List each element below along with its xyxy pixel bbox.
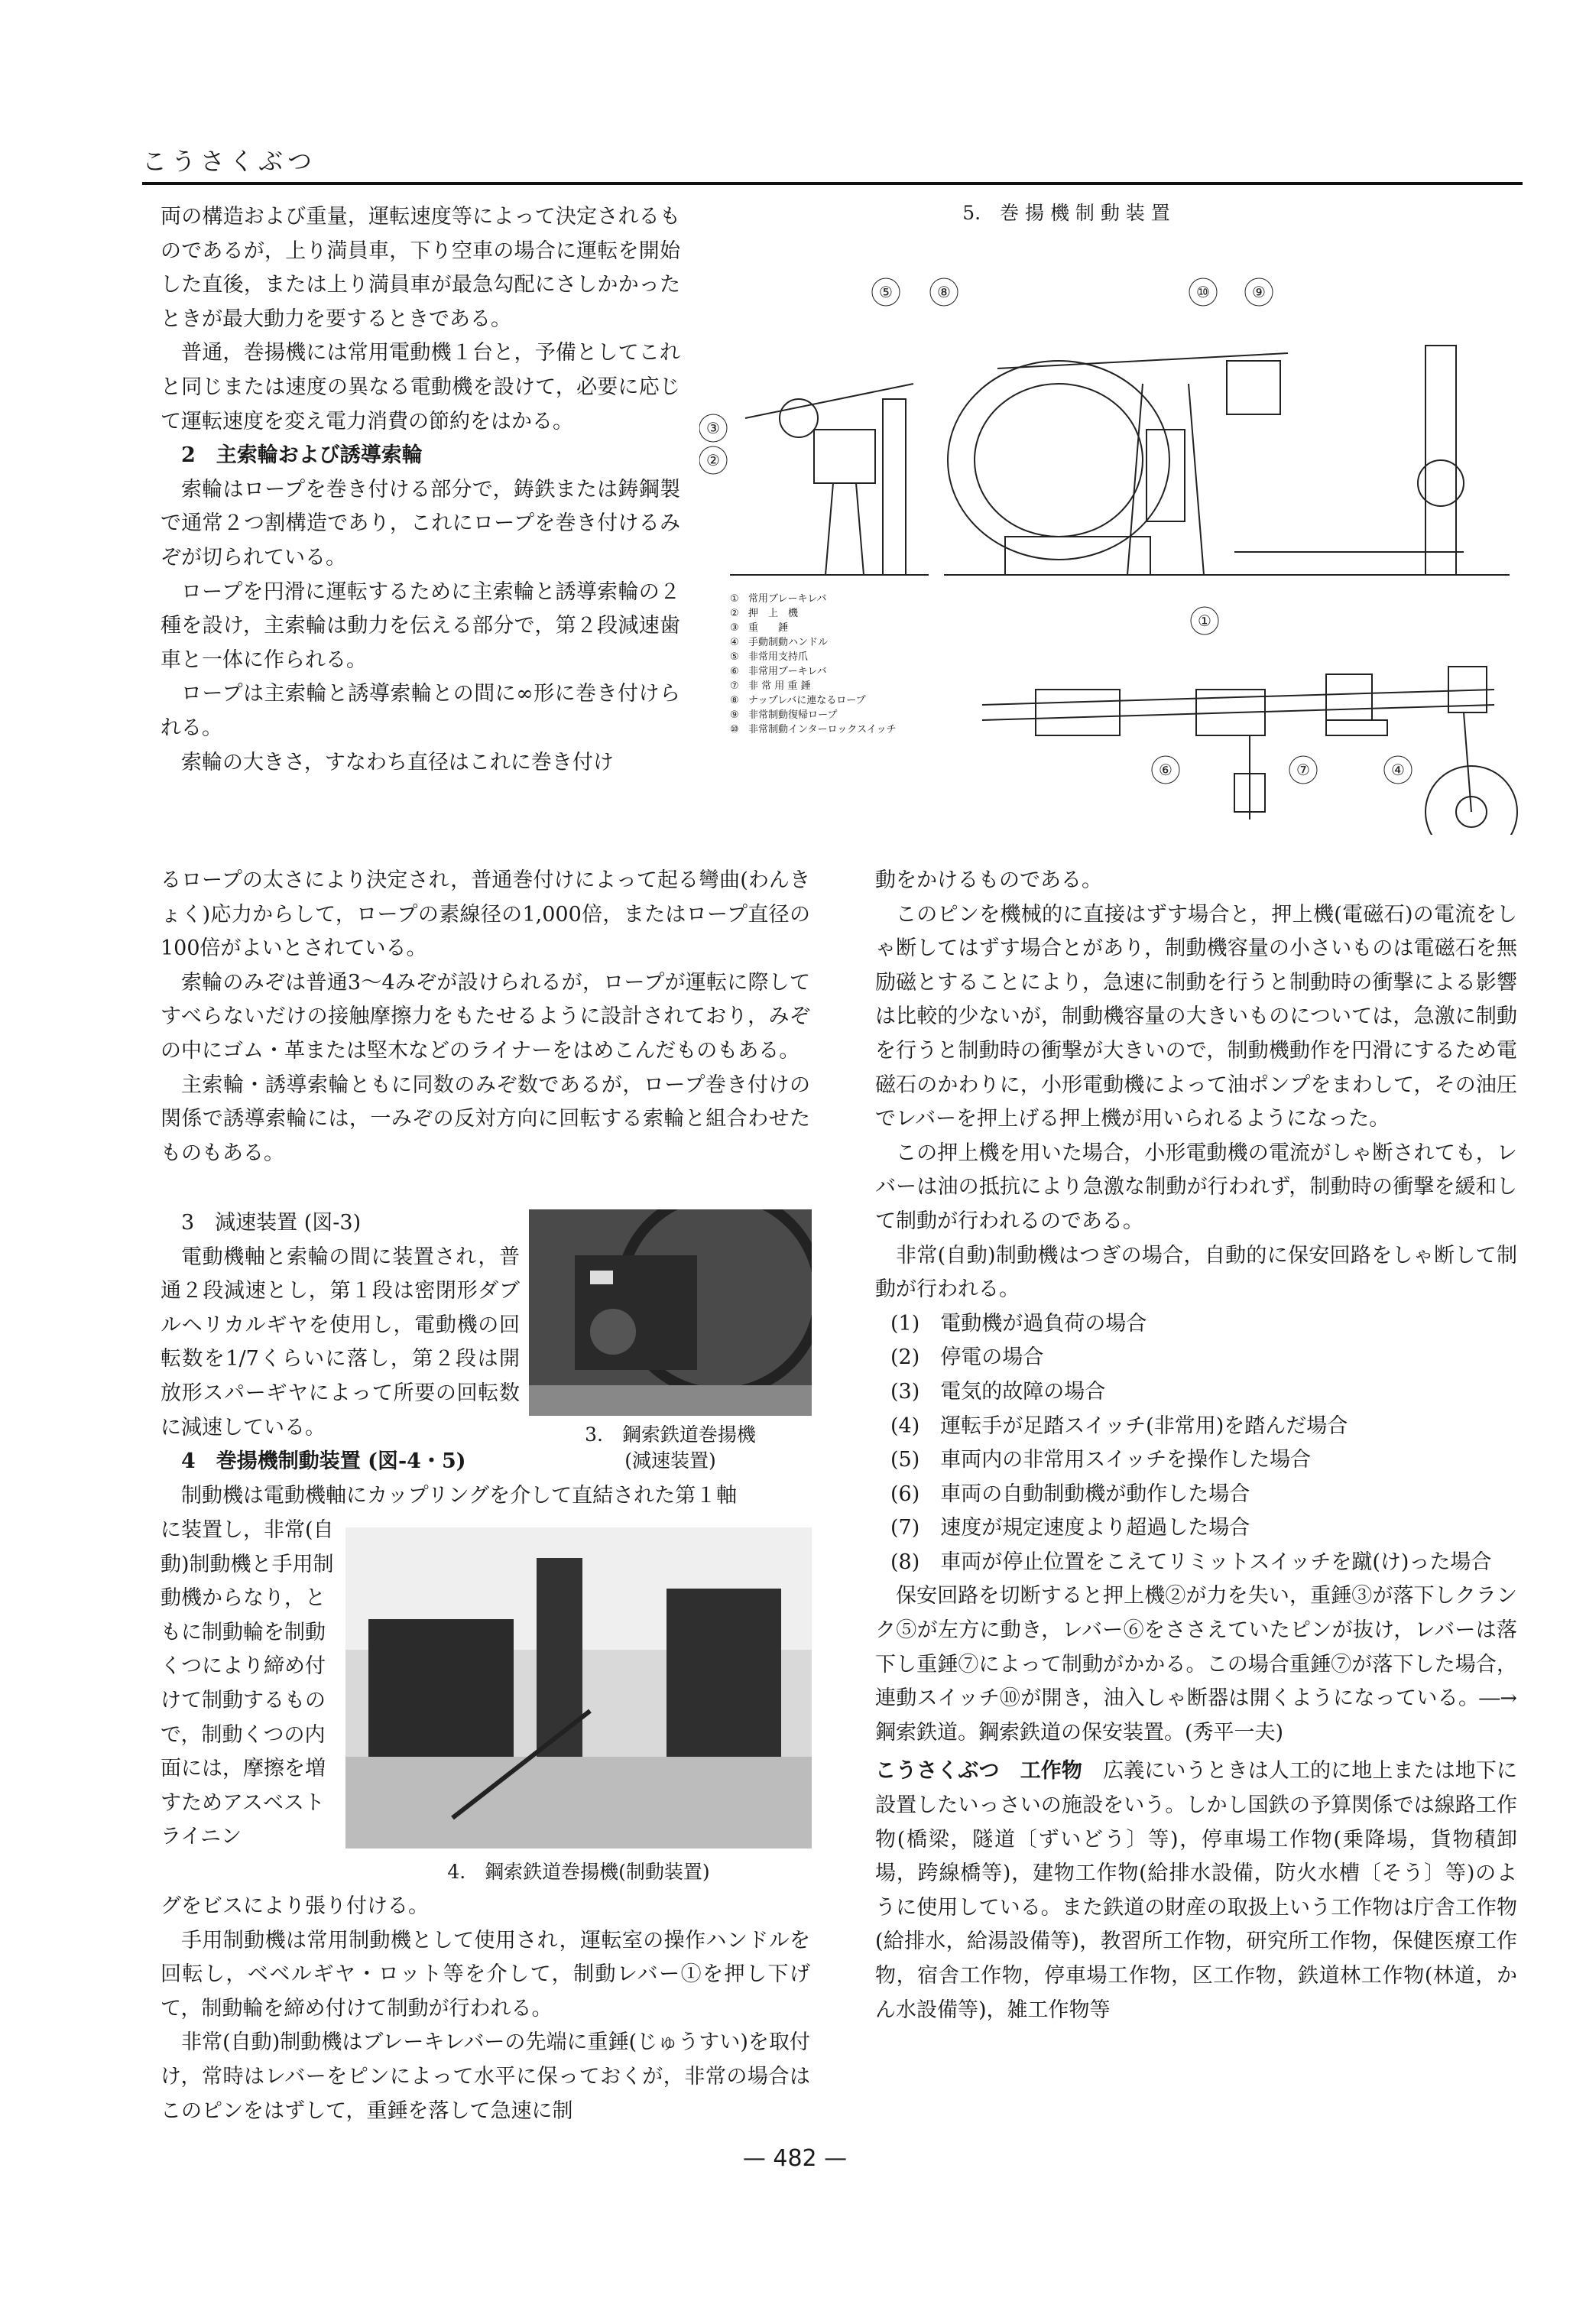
section-heading: 3 減速装置 (図-3) — [181, 1211, 362, 1235]
running-head: こうさくぶつ — [142, 147, 317, 176]
legend-item: ⑨ 非常制動復帰ロープ — [730, 709, 838, 721]
callout-label: ③ — [706, 419, 720, 437]
legend-item: ① 常用ブレーキレバ — [730, 593, 827, 605]
paragraph: 手用制動機は常用制動機として使用され，運転室の操作ハンドルを回転し，ベベルギヤ・ロット等を介して，制動レバー①を押し下げて，制動輪を締め付けて制動が行われる。 — [161, 1928, 810, 2021]
figure-legend — [730, 592, 959, 737]
list-item: (6) 車両の自動制動機が動作した場合 — [890, 1482, 1250, 1506]
callout-label: ⑧ — [937, 283, 951, 301]
callout-label: ② — [706, 451, 720, 469]
figure-4-photo — [345, 1527, 812, 1848]
paragraph: 電動機軸と索輪の間に装置され，普通２段減速とし，第１段は密閉形ダブルヘリカルギヤを使用し，電動機の回転数を1/7くらいに落し，第２段は開放形スパーギヤによって所要の回転数に減速している。 — [161, 1245, 520, 1440]
list-item: (1) 電動機が過負荷の場合 — [890, 1311, 1147, 1336]
section-3 — [161, 1206, 520, 1445]
paragraph: 制動機は電動機軸にカップリングを介して直結された第１軸 — [181, 1483, 738, 1508]
legend-item: ② 押 上 機 — [730, 608, 799, 619]
callout-label: ⑤ — [879, 283, 893, 301]
legend-item: ⑧ ナップレバに連なるロープ — [730, 695, 866, 706]
legend-item: ⑩ 非常制動インターロックスイッチ — [730, 724, 897, 735]
legend-item: ③ 重 錘 — [730, 622, 789, 634]
list-item: (3) 電気的故障の場合 — [890, 1379, 1106, 1404]
paragraph: るロープの太さにより決定され，普通巻付けによって起る彎曲(わんきょく)応力からして，ロープの素線径の1,000倍，またはロープ直径の100倍がよいとされている。 — [161, 868, 810, 961]
header-rule — [142, 182, 1523, 185]
legend-item: ⑤ 非常用支持爪 — [730, 651, 809, 663]
paragraph: 非常(自動)制動機はつぎの場合，自動的に保安回路をしゃ断して制動が行われる。 — [875, 1243, 1517, 1302]
section-heading: 2 主索輪および誘導索輪 — [181, 443, 423, 468]
figure-3-caption: 3. 鋼索鉄道巻揚機 (減速装置) — [585, 1423, 756, 1472]
brake-photo — [345, 1527, 812, 1848]
callout-label: ④ — [1391, 761, 1405, 779]
paragraph: この押上機を用いた場合，小形電動機の電流がしゃ断されても，レバーは油の抵抗により急激な制動が行われず，制動時の衝撃を緩和して制動が行われるのである。 — [875, 1141, 1517, 1233]
paragraph: 索輪のみぞは普通3〜4みぞが設けられるが，ロープが運転に際してすべらないだけの接触摩擦力をもたせるように設計されており，みぞの中にゴム・革または堅木などのライナーをはめこんだものもある。 — [161, 970, 810, 1063]
section-4-after — [161, 1890, 810, 2128]
callout-label: ① — [1198, 612, 1211, 630]
section-4-head — [161, 1445, 810, 1513]
callout-label: ⑥ — [1159, 761, 1172, 779]
list-item: (2) 停電の場合 — [890, 1345, 1044, 1370]
paragraph: ロープを円滑に運転するために主索輪と誘導索輪の２種を設け，主索輪は動力を伝える部分で，第２段減速歯車と一体に作られる。 — [161, 579, 680, 672]
figure-3-photo — [529, 1209, 812, 1416]
left-column-top — [161, 200, 680, 780]
paragraph: 主索輪・誘導索輪ともに同数のみぞ数であるが，ロープ巻き付けの関係で誘導索輪には，一みぞの反対方向に回転する索輪と組合わせたものもある。 — [161, 1073, 810, 1165]
paragraph: 索輪はロープを巻き付ける部分で，鋳鉄または鋳鋼製で通常２つ割構造であり，これにロープを巻き付けるみぞが切られている。 — [161, 477, 680, 570]
paragraph: 保安回路を切断すると押上機②が力を失い，重錘③が落下しクランク⑤が左方に動き，レバー⑥をささえていたピンが抜け，レバーは落下し重錘⑦によって制動がかかる。この場合重錘⑦が落下した場合，連動スイッチ⑩が開き，油入しゃ断器は開くようになっている。―→鋼索鉄道。鋼索鉄道の保安装置。(秀平一夫) — [875, 1584, 1517, 1745]
paragraph: グをビスにより張り付ける。 — [161, 1894, 429, 1918]
legend-item: ⑦ 非 常 用 重 錘 — [730, 680, 811, 692]
list-item: (5) 車両内の非常用スイッチを操作した場合 — [890, 1448, 1312, 1472]
left-column-wide — [161, 864, 810, 1170]
callout-label: ⑨ — [1252, 283, 1266, 301]
section-heading: 4 巻揚機制動装置 (図-4・5) — [181, 1449, 466, 1473]
figure-5 — [699, 200, 1525, 835]
paragraph: 普通，巻揚機には常用電動機１台と，予備としてこれと同じまたは速度の異なる電動機を設けて，必要に応じて運転速度を変え電力消費の節約をはかる。 — [161, 341, 680, 433]
paragraph: このピンを機械的に直接はずす場合と，押上機(電磁石)の電流をしゃ断してはずす場合とがあり，制動機容量の小さいものは電磁石を無励磁とすることにより，急速に制動を行うと制動時の衝撃による影響は比較的少ないが，制動機容量の大きいものについては，急激に制動を行うと制動時の衝撃が大きいので，制動機動作を円滑にするため電磁石のかわりに，小形電動機によって油ポンプをまわして，その油圧でレバーを押上げる押上機が用いられるようになった。 — [875, 902, 1517, 1131]
legend-item: ④ 手動制動ハンドル — [730, 637, 829, 648]
callout-label: ⑩ — [1196, 283, 1210, 301]
page-number: — 482 — — [742, 2145, 848, 2172]
paragraph: に装置し，非常(自動)制動機と手用制動機からなり，ともに制動輪を制動くつにより締め付けて制動するもので，制動くつの内面には，摩擦を増すためアスベストライニン — [161, 1518, 334, 1849]
list-item: (4) 運転手が足踏スイッチ(非常用)を踏んだ場合 — [890, 1414, 1348, 1438]
section-4-narrow — [161, 1514, 336, 1855]
paragraph: ロープは主索輪と誘導索輪との間に∞形に巻き付けられる。 — [161, 682, 680, 740]
dictionary-entry — [875, 1754, 1517, 2027]
callout-label: ⑦ — [1296, 761, 1310, 779]
paragraph: 動をかけるものである。 — [875, 868, 1102, 892]
entry-headword: こうさくぶつ 工作物 — [875, 1759, 1082, 1784]
entry-body: 広義にいうときは人工的に地上または地下に設置したいっさいの施設をいう。しかし国鉄の予算関係では線路工作物(橋梁，隧道〔ずいどう〕等)，停車場工作物(乗降場，貨物積卸場，跨線橋等)，建物工作物(給排水設備，防火水槽〔そう〕等)のように使用している。また鉄道の財産の取扱上いう工作物は庁舎工作物(給排水，給湯設備等)，教習所工作物，研究所工作物，保健医療工作物，宿舎工作物，停車場工作物，区工作物，鉄道林工作物(林道，かん水設備等)，雑工作物等 — [875, 1759, 1518, 2022]
paragraph: 非常(自動)制動機はブレーキレバーの先端に重錘(じゅうすい)を取付け，常時はレバーをピンによって水平に保っておくが，非常の場合はこのピンをはずして，重錘を落して急速に制 — [161, 2030, 810, 2123]
figure-title: 5. 巻 揚 機 制 動 装 置 — [962, 202, 1170, 224]
paragraph: 索輪の大きさ，すなわち直径はこれに巻き付け — [181, 750, 614, 774]
paragraph: 両の構造および重量，運転速度等によって決定されるものであるが，上り満員車，下り空車の場合に運転を開始した直後，または上り満員車が最急勾配にさしかかったときが最大動力を要するときである。 — [161, 205, 680, 331]
list-item: (8) 車両が停止位置をこえてリミットスイッチを蹴(け)った場合 — [890, 1550, 1492, 1574]
brake-diagram — [699, 231, 1525, 835]
right-column — [875, 864, 1517, 2027]
legend-item: ⑥ 非常用ブーキレバ — [730, 666, 827, 677]
gearbox-photo — [529, 1209, 812, 1416]
figure-4-caption: 4. 鋼索鉄道巻揚機(制動装置) — [447, 1861, 710, 1883]
list-item: (7) 速度が規定速度より超過した場合 — [890, 1516, 1250, 1540]
